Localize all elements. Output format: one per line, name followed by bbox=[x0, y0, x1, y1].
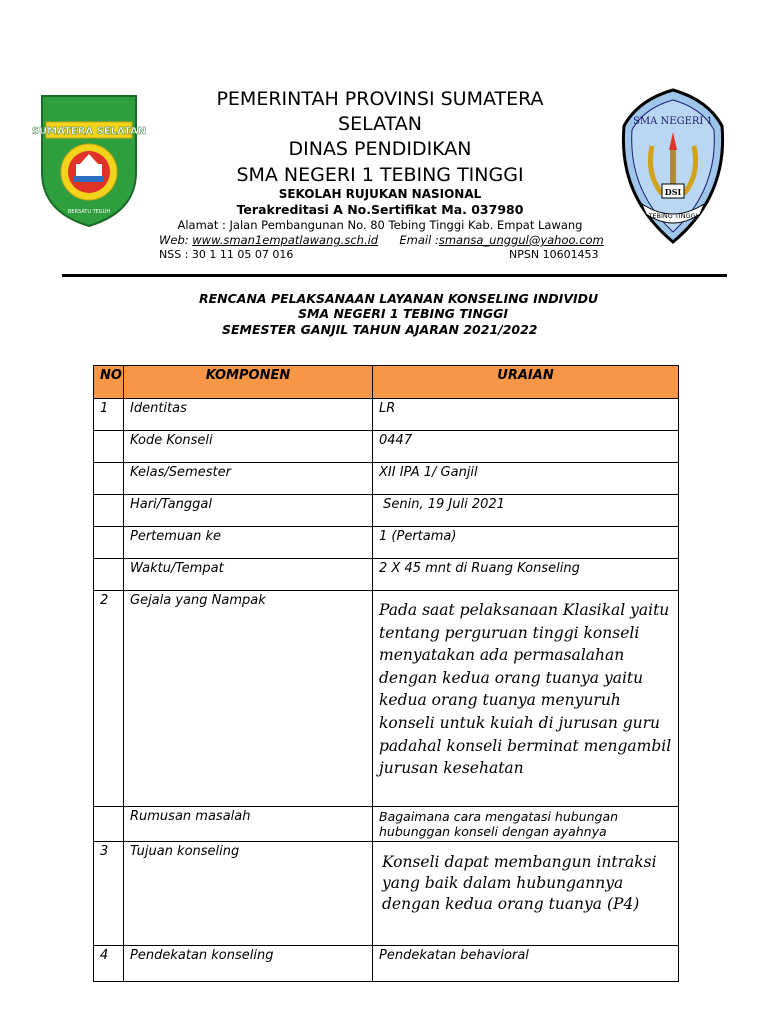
table-row bbox=[94, 495, 679, 527]
header-no: NO bbox=[94, 366, 124, 399]
letterhead-title-line1: PEMERINTAH PROVINSI SUMATERA bbox=[216, 88, 544, 110]
table-row bbox=[94, 591, 679, 807]
table-row bbox=[94, 559, 679, 591]
row-no: 1 bbox=[94, 399, 124, 431]
row-no bbox=[94, 431, 124, 463]
row-no bbox=[94, 495, 124, 527]
rumusan-text: Bagaimana cara mengatasi hubungan hubunggan konseli dengan ayahnya bbox=[379, 809, 619, 839]
row-uraian: XII IPA 1/ Ganjil bbox=[373, 463, 679, 495]
email-link[interactable]: smansa_unggul@yahoo.com bbox=[438, 233, 604, 247]
row-komponen: Waktu/Tempat bbox=[124, 559, 373, 591]
row-no bbox=[94, 807, 124, 842]
row-komponen: Pertemuan ke bbox=[124, 527, 373, 559]
logo-right-top-text: SMA NEGERI 1 bbox=[633, 116, 713, 127]
row-no bbox=[94, 463, 124, 495]
row-uraian bbox=[373, 842, 679, 946]
row-no bbox=[94, 559, 124, 591]
row-uraian: 0447 bbox=[373, 431, 679, 463]
row-no: 3 bbox=[94, 842, 124, 946]
letterhead-accreditation: Terakreditasi A No.Sertifikat Ma. 037980 bbox=[236, 202, 524, 217]
table-row bbox=[94, 807, 679, 842]
counseling-plan-table bbox=[93, 365, 679, 982]
web-link[interactable]: www.sman1empatlawang.sch.id bbox=[192, 233, 379, 247]
letterhead-npsn: NPSN 10601453 bbox=[509, 248, 599, 261]
row-no: 2 bbox=[94, 591, 124, 807]
table-row bbox=[94, 463, 679, 495]
letterhead-subtitle: SEKOLAH RUJUKAN NASIONAL bbox=[278, 187, 482, 201]
row-komponen: Rumusan masalah bbox=[124, 807, 373, 842]
table-row bbox=[94, 399, 679, 431]
table-row bbox=[94, 527, 679, 559]
header-uraian: URAIAN bbox=[373, 366, 679, 399]
gejala-text: Pada saat pelaksanaan Klasikal yaitu tentang perguruan tinggi konseli menyatakan ada permasalahan dengan kedua orang tuanya yaitu kedua orang tuanya menyuruh konseli untuk kuiah di jurusan guru padahal konseli berminat mengambil jurusan kesehatan bbox=[379, 601, 672, 778]
table-row bbox=[94, 431, 679, 463]
row-komponen: Kode Konseli bbox=[124, 431, 373, 463]
row-uraian: 2 X 45 mnt di Ruang Konseling bbox=[373, 559, 679, 591]
table-row bbox=[94, 842, 679, 946]
row-uraian: Pendekatan behavioral bbox=[373, 946, 679, 982]
letterhead-nss: NSS : 30 1 11 05 07 016 bbox=[159, 248, 294, 261]
row-komponen: Gejala yang Nampak bbox=[124, 591, 373, 807]
row-uraian bbox=[373, 807, 679, 842]
school-emblem-logo bbox=[618, 86, 728, 246]
logo-left-motto: BERSATU TEGUH bbox=[67, 209, 111, 215]
logo-left-label: SUMATERA SELATAN bbox=[31, 126, 147, 137]
row-komponen: Kelas/Semester bbox=[124, 463, 373, 495]
row-uraian: 1 (Pertama) bbox=[373, 527, 679, 559]
row-komponen: Tujuan konseling bbox=[124, 842, 373, 946]
row-uraian: Senin, 19 Juli 2021 bbox=[373, 495, 679, 527]
row-no bbox=[94, 527, 124, 559]
table-header-row bbox=[94, 366, 679, 399]
logo-right-bottom-text: TEBING TINGGI bbox=[648, 212, 698, 220]
row-uraian bbox=[373, 591, 679, 807]
email-label: Email : bbox=[399, 233, 439, 247]
row-komponen: Hari/Tanggal bbox=[124, 495, 373, 527]
web-label: Web: bbox=[159, 233, 189, 247]
row-uraian: LR bbox=[373, 399, 679, 431]
document-title-line1: RENCANA PELAKSANAAN LAYANAN KONSELING INDIVIDU bbox=[199, 291, 599, 306]
tujuan-text: Konseli dapat membangun intraksi yang baik dalam hubungannya dengan kedua orang tuanya (P4) bbox=[382, 853, 657, 913]
letterhead-title-line3: DINAS PENDIDIKAN bbox=[288, 138, 472, 160]
letterhead-address: Alamat : Jalan Pembangunan No. 80 Tebing Tinggi Kab. Empat Lawang bbox=[177, 218, 583, 232]
document-title-line2: SMA NEGERI 1 TEBING TINGGI bbox=[298, 306, 509, 321]
document-title-line3: SEMESTER GANJIL TAHUN AJARAN 2021/2022 bbox=[222, 322, 538, 337]
table-row bbox=[94, 946, 679, 982]
row-no: 4 bbox=[94, 946, 124, 982]
letterhead-title-line4: SMA NEGERI 1 TEBING TINGGI bbox=[236, 164, 524, 186]
header-komponen: KOMPONEN bbox=[124, 366, 373, 399]
letterhead-title-line2: SELATAN bbox=[338, 113, 422, 135]
row-komponen: Pendekatan konseling bbox=[124, 946, 373, 982]
logo-right-monogram: DSI bbox=[664, 187, 682, 197]
row-komponen: Identitas bbox=[124, 399, 373, 431]
letterhead-contact-line bbox=[159, 233, 604, 247]
sumatera-selatan-emblem-logo bbox=[31, 92, 147, 228]
letterhead-divider bbox=[62, 274, 727, 277]
